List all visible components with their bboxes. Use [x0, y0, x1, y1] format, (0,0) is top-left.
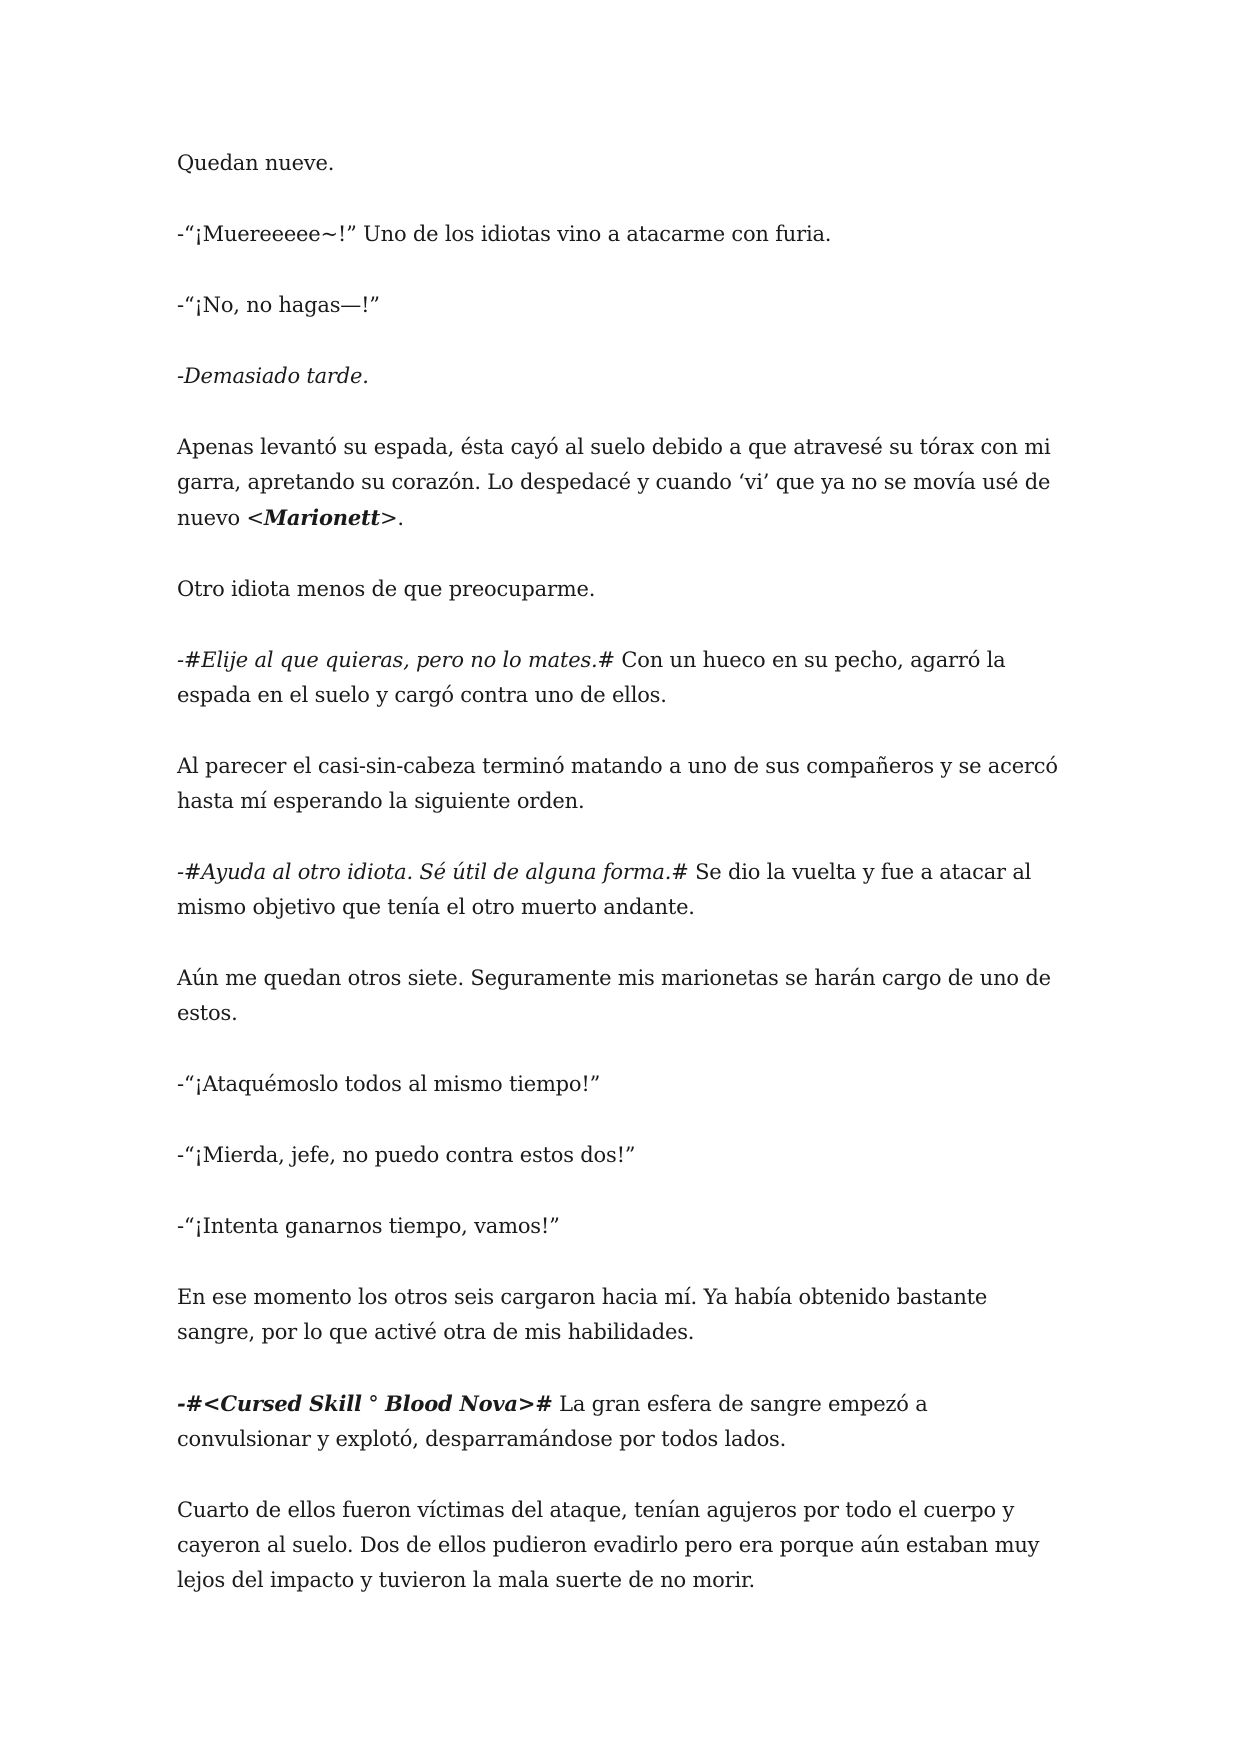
dialogue-line: -“¡Mierda, jefe, no puedo contra estos dos!”	[177, 1143, 636, 1167]
paragraph	[177, 855, 1067, 925]
skill-name: Cursed Skill	[220, 1391, 362, 1416]
paragraph: Al parecer el casi-sin-cabeza terminó matando a uno de sus compañeros y se acercó hasta mí esperando la siguiente orden.	[177, 754, 1058, 813]
paragraph	[177, 430, 1067, 536]
text-span: Con un hueco en su pecho, agarró la espada en el suelo y cargó contra uno de ellos.	[177, 648, 1006, 707]
text-span: Apenas levantó su espada, ésta cayó al suelo debido a que atravesé su tórax con mi garra, apretando su corazón. Lo despedacé y cuando ‘vi’ que ya no se movía usé de nuevo <	[177, 435, 1051, 530]
paragraph: En ese momento los otros seis cargaron hacia mí. Ya había obtenido bastante sangre, por lo que activé otra de mis habilidades.	[177, 1285, 988, 1344]
document-body	[177, 146, 1067, 1634]
dialogue-line: -“¡Ataquémoslo todos al mismo tiempo!”	[177, 1072, 601, 1096]
paragraph: Cuarto de ellos fueron víctimas del ataque, tenían agujeros por todo el cuerpo y cayeron al suelo. Dos de ellos pudieron evadirlo pero era porque aún estaban muy lejos del impacto y tuvieron la mala suerte de no morir.	[177, 1498, 1040, 1592]
dialogue-line: -“¡Muereeeee~!” Uno de los idiotas vino a atacarme con furia.	[177, 222, 832, 246]
text-span: Se dio la vuelta y fue a atacar al mismo objetivo que tenía el otro muerto andante.	[177, 860, 1032, 919]
paragraph: Otro idiota menos de que preocuparme.	[177, 577, 596, 601]
dialogue-line: -“¡Intenta ganarnos tiempo, vamos!”	[177, 1214, 560, 1238]
dialogue-line: -“¡No, no hagas—!”	[177, 293, 380, 317]
paragraph: Aún me quedan otros siete. Seguramente mis marionetas se harán cargo de uno de estos.	[177, 966, 1051, 1025]
paragraph	[177, 643, 1067, 713]
skill-separator: °	[361, 1392, 386, 1416]
paragraph-quedan-nueve: Quedan nueve.	[177, 151, 335, 175]
command-text: -#Elije al que quieras, pero no lo mates.#	[177, 648, 615, 672]
command-text: -#Ayuda al otro idiota. Sé útil de alguna forma.#	[177, 860, 689, 884]
skill-name: Blood Nova	[385, 1391, 518, 1416]
skill-prefix: -#<	[177, 1391, 221, 1416]
text-span: La gran esfera de sangre empezó a convulsionar y explotó, desparramándose por todos lados.	[177, 1392, 928, 1451]
skill-name: Marionett	[263, 505, 380, 530]
text-span: >.	[380, 506, 404, 530]
skill-suffix: >#	[517, 1391, 553, 1416]
thought-line: -Demasiado tarde.	[177, 364, 369, 388]
paragraph	[177, 1386, 1067, 1457]
